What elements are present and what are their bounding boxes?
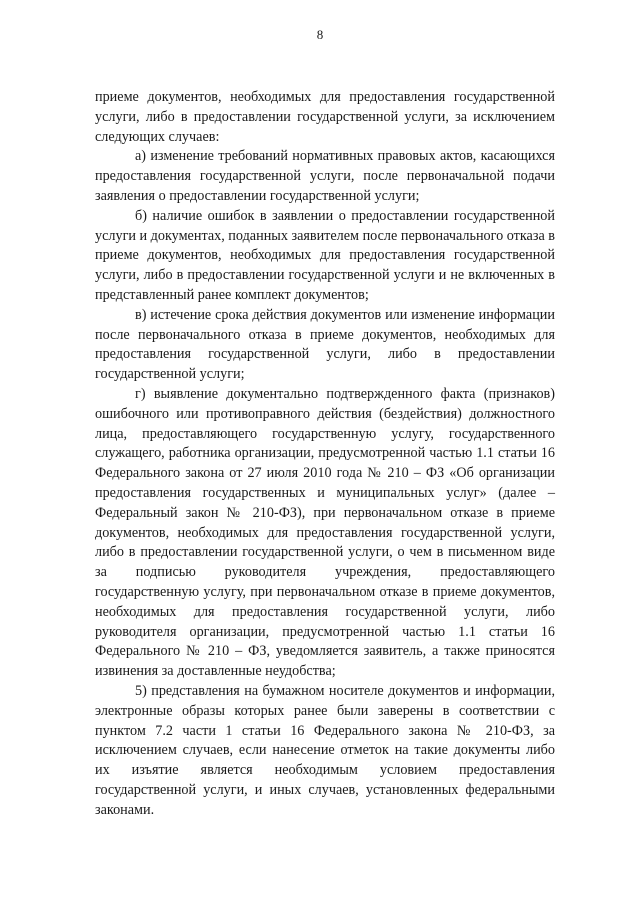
- document-body: [95, 88, 555, 820]
- paragraph-continuation: приеме документов, необходимых для предоставления государственной услуги, либо в предоставлении государственной услуги, за исключением следующих случаев:: [95, 89, 555, 145]
- paragraph-item-v: в) истечение срока действия документов или изменение информации после первоначального отказа в приеме документов, необходимых для предоставления государственной услуги, либо в предоставлении государственной услуги;: [95, 306, 555, 383]
- paragraph-item-b: б) наличие ошибок в заявлении о предоставлении государственной услуги и документах, поданных заявителем после первоначального отказа в приеме документов, необходимых для предоставления государственной услуги, либо в предоставлении государственной услуги и не включенных в представленный ранее комплект документов;: [95, 207, 555, 303]
- paragraph-item-g: г) выявление документально подтвержденного факта (признаков) ошибочного или противоправного действия (бездействия) должностного лица, предоставляющего государственную услугу, государственного служащего, работника организации, предусмотренной частью 1.1 статьи 16 Федерального закона от 27 июля 2010 года № 210 – ФЗ «Об организации предоставления государственных и муниципальных услуг» (далее – Федеральный закон № 210-ФЗ), при первоначальном отказе в приеме документов, необходимых для предоставления государственной услуги, либо в предоставлении государственной услуги, о чем в письменном виде за подписью руководителя учреждения, предоставляющего государственную услугу, при первоначальном отказе в приеме документов, необходимых для предоставления государственной услуги, либо руководителя организации, предусмотренной частью 1.1 статьи 16 Федерального № 210 – ФЗ, уведомляется заявитель, а также приносятся извинения за доставленные неудобства;: [95, 385, 555, 680]
- page-number: 8: [316, 27, 324, 42]
- paragraph-item-a: а) изменение требований нормативных правовых актов, касающихся предоставления государственной услуги, после первоначальной подачи заявления о предоставлении государственной услуги;: [95, 148, 555, 204]
- paragraph-item-5: 5) представления на бумажном носителе документов и информации, электронные образы которых ранее были заверены в соответствии с пунктом 7.2 части 1 статьи 16 Федерального закона № 210-ФЗ, за исключением случаев, если нанесение отметок на такие документы либо их изъятие является необходимым условием предоставления государственной услуги, и иных случаев, установленных федеральными законами.: [95, 682, 555, 818]
